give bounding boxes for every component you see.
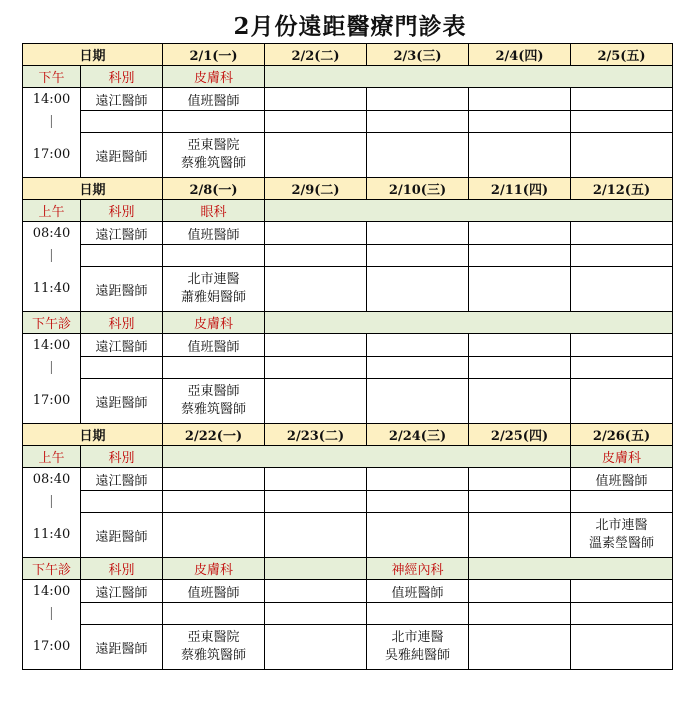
remote-cell (469, 133, 571, 178)
onsite-cell (571, 580, 673, 603)
remote-cell (163, 625, 265, 670)
end-time: 17:00 (23, 625, 81, 670)
blank-cell (469, 491, 571, 513)
blank-cell (163, 603, 265, 625)
blank-cell (163, 245, 265, 267)
blank-cell (367, 603, 469, 625)
remote-cell (469, 513, 571, 558)
spacer-row (23, 357, 673, 379)
onsite-row (23, 334, 673, 357)
remote-cell (367, 513, 469, 558)
remote-cell (265, 513, 367, 558)
start-time: 08:40 (23, 222, 81, 245)
end-time: 17:00 (23, 133, 81, 178)
onsite-cell (469, 580, 571, 603)
blank-cell (265, 603, 367, 625)
start-time: 08:40 (23, 468, 81, 491)
remote-doctor-label: 遠距醫師 (81, 379, 163, 424)
dept-label: 科別 (81, 66, 163, 88)
blank-cell (81, 357, 163, 379)
session-header-row (23, 558, 673, 580)
remote-line: 北市連醫 (595, 518, 648, 533)
session-header-row (23, 446, 673, 468)
page-title: 2月份遠距醫療門診表 (233, 13, 467, 40)
onsite-cell (469, 222, 571, 245)
remote-cell (367, 625, 469, 670)
remote-cell (367, 133, 469, 178)
date-cell: 2/11(四) (469, 178, 571, 200)
date-cell: 2/25(四) (469, 424, 571, 446)
session-label: 上午 (23, 200, 81, 222)
date-cell: 2/23(二) (265, 424, 367, 446)
date-cell: 2/26(五) (571, 424, 673, 446)
remote-cell (265, 267, 367, 312)
date-cell: 2/2(二) (265, 44, 367, 66)
spacer-row (23, 491, 673, 513)
onsite-cell (571, 222, 673, 245)
start-time: 14:00 (23, 334, 81, 357)
remote-cell (163, 267, 265, 312)
remote-cell (367, 379, 469, 424)
dept-cell-empty (265, 312, 673, 334)
dept-cell: 眼科 (163, 200, 265, 222)
onsite-cell (265, 334, 367, 357)
spacer-row (23, 245, 673, 267)
dept-cell: 皮膚科 (163, 66, 265, 88)
blank-cell (163, 111, 265, 133)
onsite-cell (367, 222, 469, 245)
blank-cell (469, 245, 571, 267)
end-time: 17:00 (23, 379, 81, 424)
dept-cell-empty (265, 66, 673, 88)
onsite-doctor-label: 遠江醫師 (81, 334, 163, 357)
time-separator: | (23, 111, 81, 133)
remote-row (23, 625, 673, 670)
date-cell: 2/5(五) (571, 44, 673, 66)
blank-cell (265, 357, 367, 379)
remote-cell (265, 133, 367, 178)
remote-cell (265, 379, 367, 424)
blank-cell (81, 111, 163, 133)
dept-cell: 神經內科 (367, 558, 469, 580)
remote-row (23, 267, 673, 312)
onsite-cell (367, 468, 469, 491)
date-cell: 2/24(三) (367, 424, 469, 446)
remote-line: 蔡雅筑醫師 (181, 402, 247, 417)
spacer-row (23, 111, 673, 133)
session-label: 下午診 (23, 312, 81, 334)
dept-cell-empty (469, 558, 673, 580)
remote-row (23, 133, 673, 178)
end-time: 11:40 (23, 267, 81, 312)
onsite-cell (469, 334, 571, 357)
session-label: 上午 (23, 446, 81, 468)
blank-cell (571, 111, 673, 133)
dept-cell-empty (265, 200, 673, 222)
onsite-cell (367, 334, 469, 357)
onsite-cell (469, 468, 571, 491)
time-separator: | (23, 491, 81, 513)
onsite-cell (571, 334, 673, 357)
date-label: 日期 (23, 424, 163, 446)
remote-line: 溫素瑩醫師 (589, 536, 655, 551)
onsite-cell: 值班醫師 (571, 468, 673, 491)
blank-cell (265, 491, 367, 513)
onsite-doctor-label: 遠江醫師 (81, 222, 163, 245)
date-cell: 2/3(三) (367, 44, 469, 66)
remote-cell (163, 133, 265, 178)
remote-line: 北市連醫 (391, 630, 444, 645)
remote-doctor-label: 遠距醫師 (81, 513, 163, 558)
blank-cell (81, 491, 163, 513)
remote-line: 亞東醫院 (187, 630, 240, 645)
date-row (23, 44, 673, 66)
session-header-row (23, 312, 673, 334)
dept-label: 科別 (81, 200, 163, 222)
blank-cell (469, 603, 571, 625)
blank-cell (367, 357, 469, 379)
dept-label: 科別 (81, 446, 163, 468)
dept-cell: 皮膚科 (571, 446, 673, 468)
blank-cell (571, 357, 673, 379)
onsite-cell (265, 580, 367, 603)
blank-cell (571, 603, 673, 625)
onsite-cell (571, 88, 673, 111)
date-cell: 2/22(一) (163, 424, 265, 446)
remote-cell (469, 625, 571, 670)
blank-cell (571, 245, 673, 267)
time-separator: | (23, 603, 81, 625)
blank-cell (367, 245, 469, 267)
remote-line: 蔡雅筑醫師 (181, 648, 247, 663)
end-time: 11:40 (23, 513, 81, 558)
date-cell: 2/4(四) (469, 44, 571, 66)
remote-cell (571, 267, 673, 312)
blank-cell (367, 111, 469, 133)
date-label: 日期 (23, 44, 163, 66)
date-row (23, 424, 673, 446)
date-cell: 2/1(一) (163, 44, 265, 66)
dept-cell-empty (265, 558, 367, 580)
onsite-cell (265, 468, 367, 491)
dept-label: 科別 (81, 558, 163, 580)
remote-cell (571, 133, 673, 178)
start-time: 14:00 (23, 88, 81, 111)
remote-cell (571, 379, 673, 424)
onsite-row (23, 222, 673, 245)
remote-row (23, 513, 673, 558)
schedule-table (22, 43, 673, 670)
date-row (23, 178, 673, 200)
date-cell: 2/8(一) (163, 178, 265, 200)
blank-cell (81, 245, 163, 267)
onsite-doctor-label: 遠江醫師 (81, 580, 163, 603)
onsite-cell: 值班醫師 (367, 580, 469, 603)
remote-doctor-label: 遠距醫師 (81, 133, 163, 178)
time-separator: | (23, 357, 81, 379)
remote-cell (469, 267, 571, 312)
onsite-cell (265, 222, 367, 245)
remote-doctor-label: 遠距醫師 (81, 625, 163, 670)
date-cell: 2/10(三) (367, 178, 469, 200)
spacer-row (23, 603, 673, 625)
remote-cell (367, 267, 469, 312)
blank-cell (367, 491, 469, 513)
remote-line: 亞東醫院 (187, 138, 240, 153)
remote-cell (265, 625, 367, 670)
remote-line: 蔡雅筑醫師 (181, 156, 247, 171)
onsite-cell (367, 88, 469, 111)
time-separator: | (23, 245, 81, 267)
blank-cell (469, 111, 571, 133)
remote-line: 北市連醫 (187, 272, 240, 287)
remote-cell (469, 379, 571, 424)
remote-cell (163, 513, 265, 558)
remote-cell (571, 625, 673, 670)
blank-cell (469, 357, 571, 379)
remote-cell (571, 513, 673, 558)
remote-line: 蕭雅娟醫師 (181, 290, 247, 305)
remote-cell (163, 379, 265, 424)
onsite-cell (163, 468, 265, 491)
date-label: 日期 (23, 178, 163, 200)
session-label: 下午 (23, 66, 81, 88)
session-header-row (23, 200, 673, 222)
remote-line: 吳雅純醫師 (385, 648, 451, 663)
onsite-row (23, 468, 673, 491)
dept-cell: 皮膚科 (163, 558, 265, 580)
onsite-doctor-label: 遠江醫師 (81, 468, 163, 491)
dept-cell-empty (163, 446, 571, 468)
blank-cell (163, 491, 265, 513)
session-label: 下午診 (23, 558, 81, 580)
blank-cell (265, 245, 367, 267)
session-header-row (23, 66, 673, 88)
blank-cell (265, 111, 367, 133)
remote-line: 亞東醫師 (187, 384, 240, 399)
date-cell: 2/9(二) (265, 178, 367, 200)
onsite-cell: 值班醫師 (163, 88, 265, 111)
onsite-doctor-label: 遠江醫師 (81, 88, 163, 111)
blank-cell (163, 357, 265, 379)
blank-cell (571, 491, 673, 513)
onsite-row (23, 580, 673, 603)
start-time: 14:00 (23, 580, 81, 603)
onsite-cell: 值班醫師 (163, 222, 265, 245)
date-cell: 2/12(五) (571, 178, 673, 200)
onsite-cell: 值班醫師 (163, 580, 265, 603)
blank-cell (81, 603, 163, 625)
onsite-row (23, 88, 673, 111)
dept-label: 科別 (81, 312, 163, 334)
onsite-cell (469, 88, 571, 111)
onsite-cell (265, 88, 367, 111)
remote-doctor-label: 遠距醫師 (81, 267, 163, 312)
remote-row (23, 379, 673, 424)
dept-cell: 皮膚科 (163, 312, 265, 334)
onsite-cell: 值班醫師 (163, 334, 265, 357)
